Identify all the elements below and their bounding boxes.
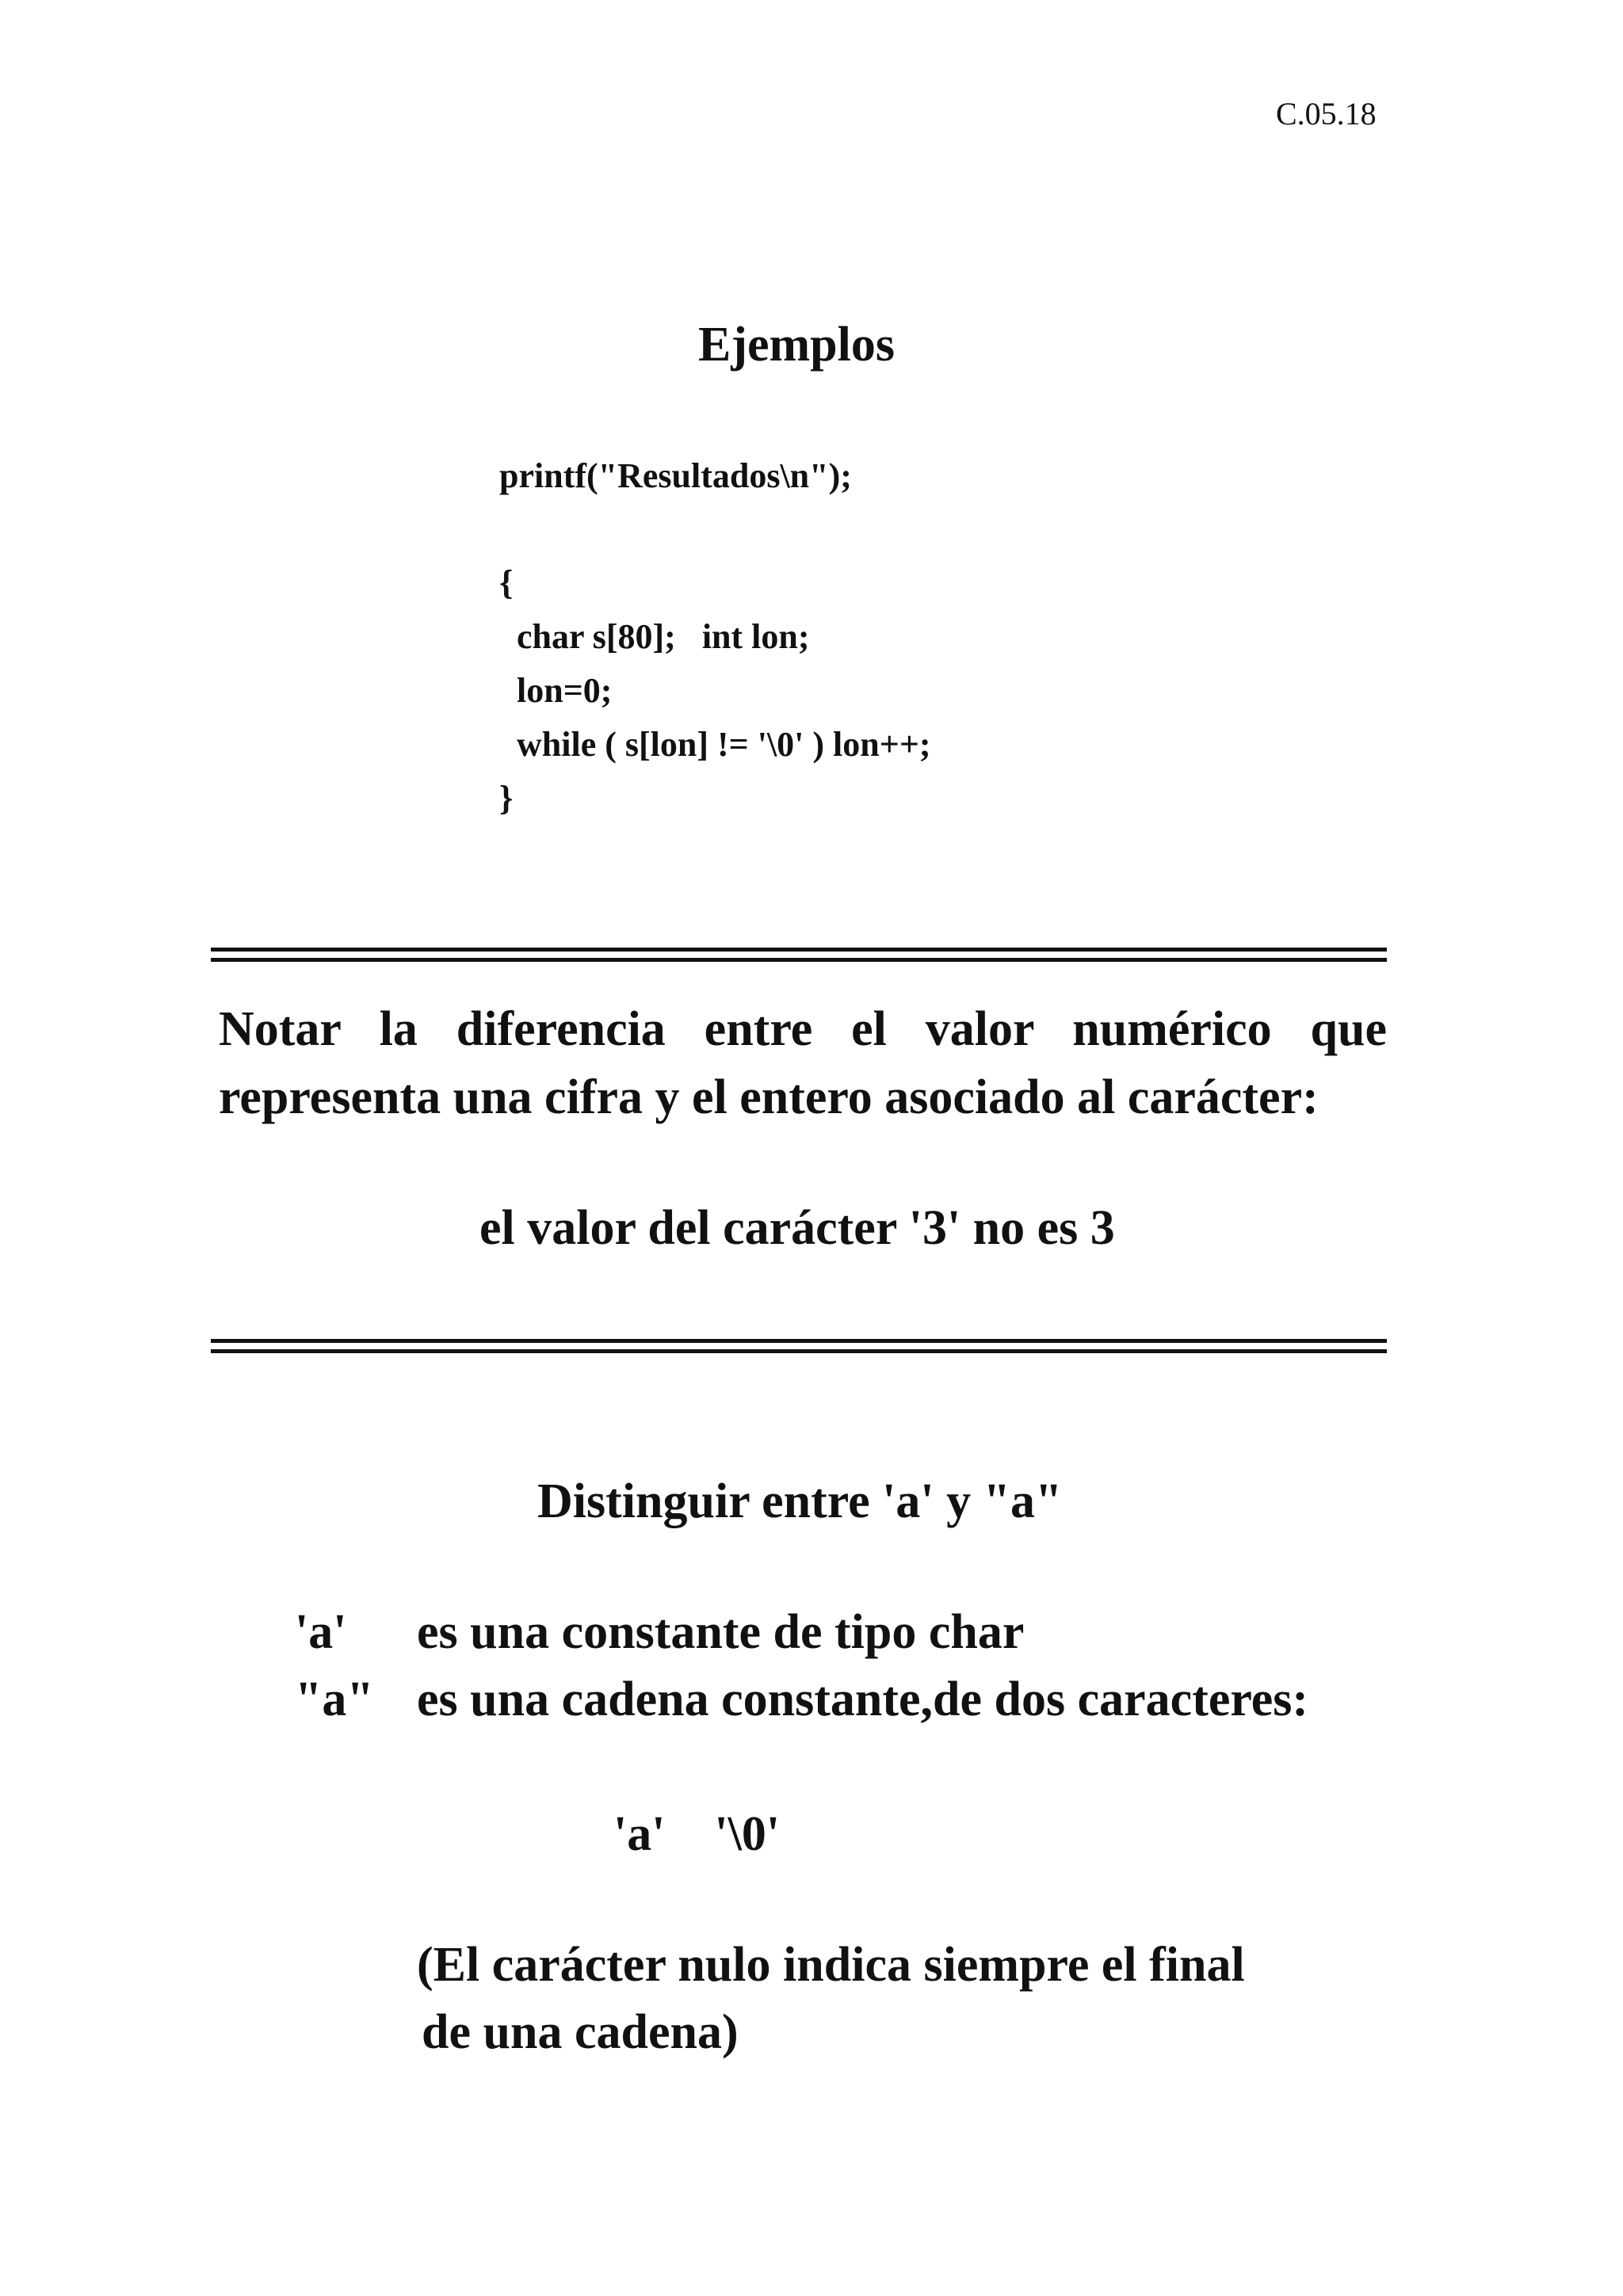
char-constant-description: es una constante de tipo char — [417, 1605, 1025, 1659]
note-example: el valor del carácter '3' no es 3 — [479, 1201, 1115, 1255]
examples-heading: Ejemplos — [698, 318, 895, 372]
string-constant-description: es una cadena constante,de dos caracteres: — [417, 1672, 1309, 1726]
code-line-while: while ( s[lon] != '\0' ) lon++; — [499, 725, 931, 764]
note-line-1: Notar la diferencia entre el valor numérico que — [219, 1002, 1387, 1056]
divider-bottom — [211, 1339, 1387, 1353]
code-line-declarations: char s[80]; int lon; — [499, 617, 810, 656]
code-line-close-brace: } — [499, 779, 514, 818]
string-characters: 'a' '\0' — [613, 1807, 781, 1861]
footnote-line-1: (El carácter nulo indica siempre el final — [417, 1938, 1245, 1992]
string-constant-label: "a" — [295, 1672, 374, 1726]
footnote-line-2: de una cadena) — [422, 2005, 739, 2059]
distinguish-heading: Distinguir entre 'a' y "a" — [537, 1474, 1063, 1528]
page-code: C.05.18 — [1276, 96, 1377, 132]
divider-top — [211, 948, 1387, 962]
code-line-printf: printf("Resultados\n"); — [499, 456, 852, 495]
code-line-assignment: lon=0; — [499, 671, 613, 710]
code-line-open-brace: { — [499, 563, 514, 602]
note-line-2: representa una cifra y el entero asociado al carácter: — [219, 1070, 1319, 1124]
char-constant-label: 'a' — [295, 1605, 347, 1659]
